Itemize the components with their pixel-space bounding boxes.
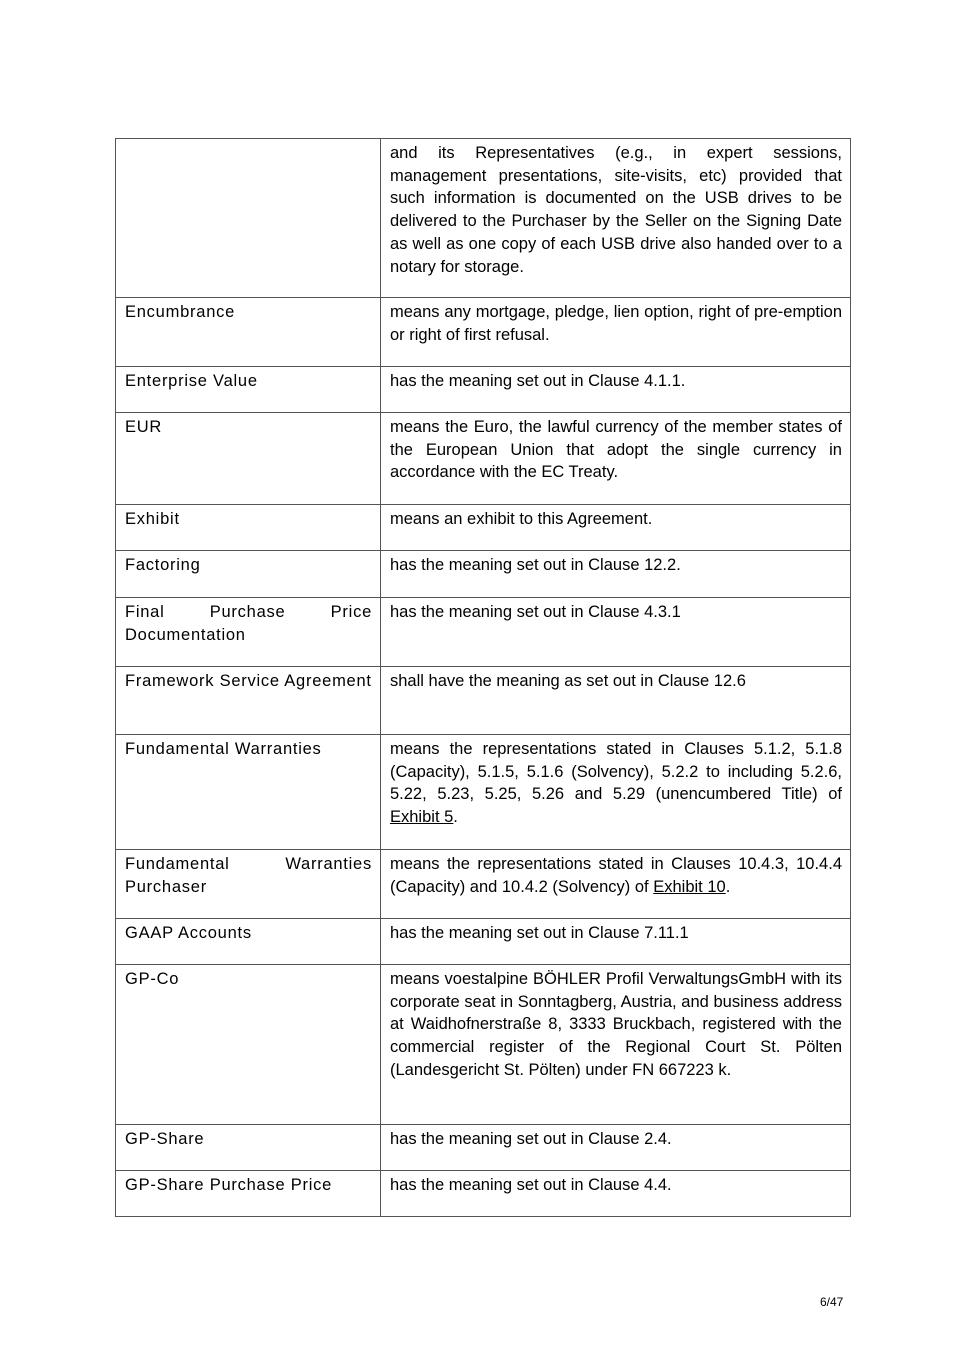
definition-cell: has the meaning set out in Clause 4.4. — [381, 1171, 851, 1217]
term-cell — [116, 139, 381, 298]
definition-end: . — [453, 808, 458, 827]
term-cell: Final Purchase Price Documentation — [116, 598, 381, 667]
table-row — [116, 965, 851, 1125]
table-row — [116, 919, 851, 965]
definition-cell — [381, 850, 851, 919]
table-row — [116, 139, 851, 298]
table-row — [116, 850, 851, 919]
table-row — [116, 1125, 851, 1171]
term-cell: Enterprise Value — [116, 367, 381, 413]
definition-text: means the representations stated in Clauses 5.1.2, 5.1.8 (Capacity), 5.1.5, 5.1.6 (Solvency), 5.2.2 to including 5.2.6, 5.22, 5.23, 5.25, 5.26 and 5.29 (unencumbered Title) of — [390, 740, 842, 804]
term-cell: Framework Service Agreement — [116, 667, 381, 735]
definition-cell: means an exhibit to this Agreement. — [381, 505, 851, 551]
table-row — [116, 413, 851, 505]
definition-cell: means the Euro, the lawful currency of the member states of the European Union that adopt the single currency in accordance with the EC Treaty. — [381, 413, 851, 505]
definition-cell: shall have the meaning as set out in Clause 12.6 — [381, 667, 851, 735]
definition-text: means the representations stated in Clauses 10.4.3, 10.4.4 (Capacity) and 10.4.2 (Solvency) of — [390, 855, 842, 896]
term-cell: GP-Co — [116, 965, 381, 1125]
term-cell: Fundamental Warranties — [116, 735, 381, 850]
exhibit-link[interactable]: Exhibit 10 — [653, 877, 726, 896]
definition-cell: has the meaning set out in Clause 2.4. — [381, 1125, 851, 1171]
definition-cell: means voestalpine BÖHLER Profil VerwaltungsGmbH with its corporate seat in Sonntagberg, Austria, and business address at Waidhofnerstraße 8, 3333 Bruckbach, registered with the commercial register of the Regional Court St. Pölten (Landesgericht St. Pölten) under FN 667223 k. — [381, 965, 851, 1125]
table-row — [116, 298, 851, 367]
definition-cell: means any mortgage, pledge, lien option, right of pre-emption or right of first refusal. — [381, 298, 851, 367]
definition-cell — [381, 735, 851, 850]
definition-cell: has the meaning set out in Clause 12.2. — [381, 551, 851, 598]
term-cell: GAAP Accounts — [116, 919, 381, 965]
definition-end: . — [725, 877, 731, 896]
table-row — [116, 367, 851, 413]
table-row — [116, 1171, 851, 1217]
definition-cell: has the meaning set out in Clause 4.3.1 — [381, 598, 851, 667]
exhibit-link[interactable]: Exhibit 5 — [390, 808, 454, 827]
table-row — [116, 598, 851, 667]
term-cell: GP-Share Purchase Price — [116, 1171, 381, 1217]
term-cell: Factoring — [116, 551, 381, 598]
term-cell: EUR — [116, 413, 381, 505]
definitions-table — [115, 138, 851, 1217]
definition-cell: and its Representatives (e.g., in expert sessions, management presentations, site-visits, etc) provided that such information is documented on the USB drives to be delivered to the Purchaser by the Seller on the Signing Date as well as one copy of each USB drive also handed over to a notary for storage. — [381, 139, 851, 298]
definition-cell: has the meaning set out in Clause 4.1.1. — [381, 367, 851, 413]
table-row — [116, 735, 851, 850]
table-row — [116, 551, 851, 598]
term-cell: Encumbrance — [116, 298, 381, 367]
table-row — [116, 667, 851, 735]
table-row — [116, 505, 851, 551]
term-cell: Fundamental Warranties Purchaser — [116, 850, 381, 919]
term-cell: Exhibit — [116, 505, 381, 551]
page-number: 6/47 — [820, 1295, 844, 1309]
definition-cell: has the meaning set out in Clause 7.11.1 — [381, 919, 851, 965]
term-cell: GP-Share — [116, 1125, 381, 1171]
